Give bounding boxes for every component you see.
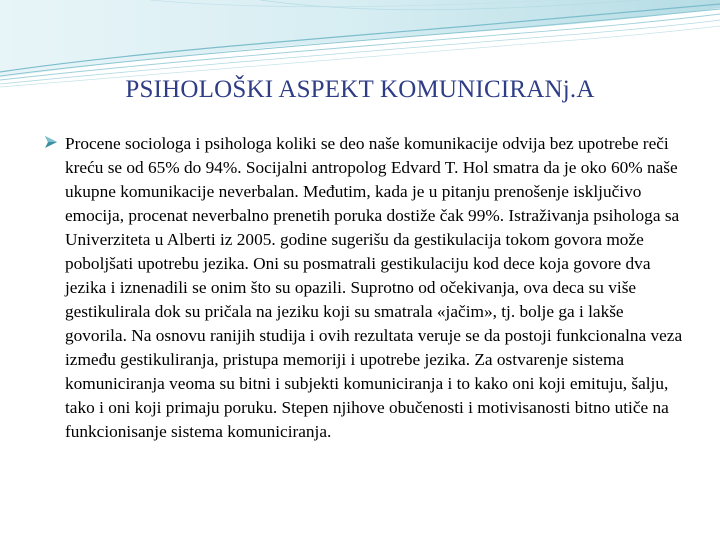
- bullet-item: [44, 132, 684, 444]
- bullet-text: Procene sociologa i psihologa koliki se deo naše komunikacije odvija bez upotrebe reči kreću se od 65% do 94%. Socijalni antropolog Edvard T. Hol smatra da je oko 60% naše ukupne komunikacije neverbalan. Međutim, kada je u pitanju prenošenje isključivo emocija, procenat neverbalno prenetih poruka dostiže čak 99%. Istraživanja psihologa sa Univerziteta u Alberti iz 2005. godine sugerišu da gestikulacija tokom govora može poboljšati upotrebu jezika. Oni su posmatrali gestikulaciju kod dece koja govore dva jezika i iznenadili se onim što su opazili. Suprotno od očekivanja, ova deca su više gestikulirala dok su pričala na jeziku koji su smatrala «jačim», tj. bolje ga i lakše govorila. Na osnovu ranijih studija i ovih rezultata veruje se da postoji funkcionalna veza između gestikuliranja, pristupa memoriji i upotrebe jezika. Za ostvarenje sistema komuniciranja veoma su bitni i subjekti komuniciranja i to kako oni koji emituju, šalju, tako i oni koji primaju poruku. Stepen njihove obučenosti i motivisanosti bitno utiče na funkcionisanje sistema komuniciranja.: [65, 134, 683, 441]
- arrow-bullet-icon: [44, 135, 58, 149]
- slide-title: PSIHOLOŠKI ASPEKT KOMUNICIRANj.A: [125, 76, 595, 103]
